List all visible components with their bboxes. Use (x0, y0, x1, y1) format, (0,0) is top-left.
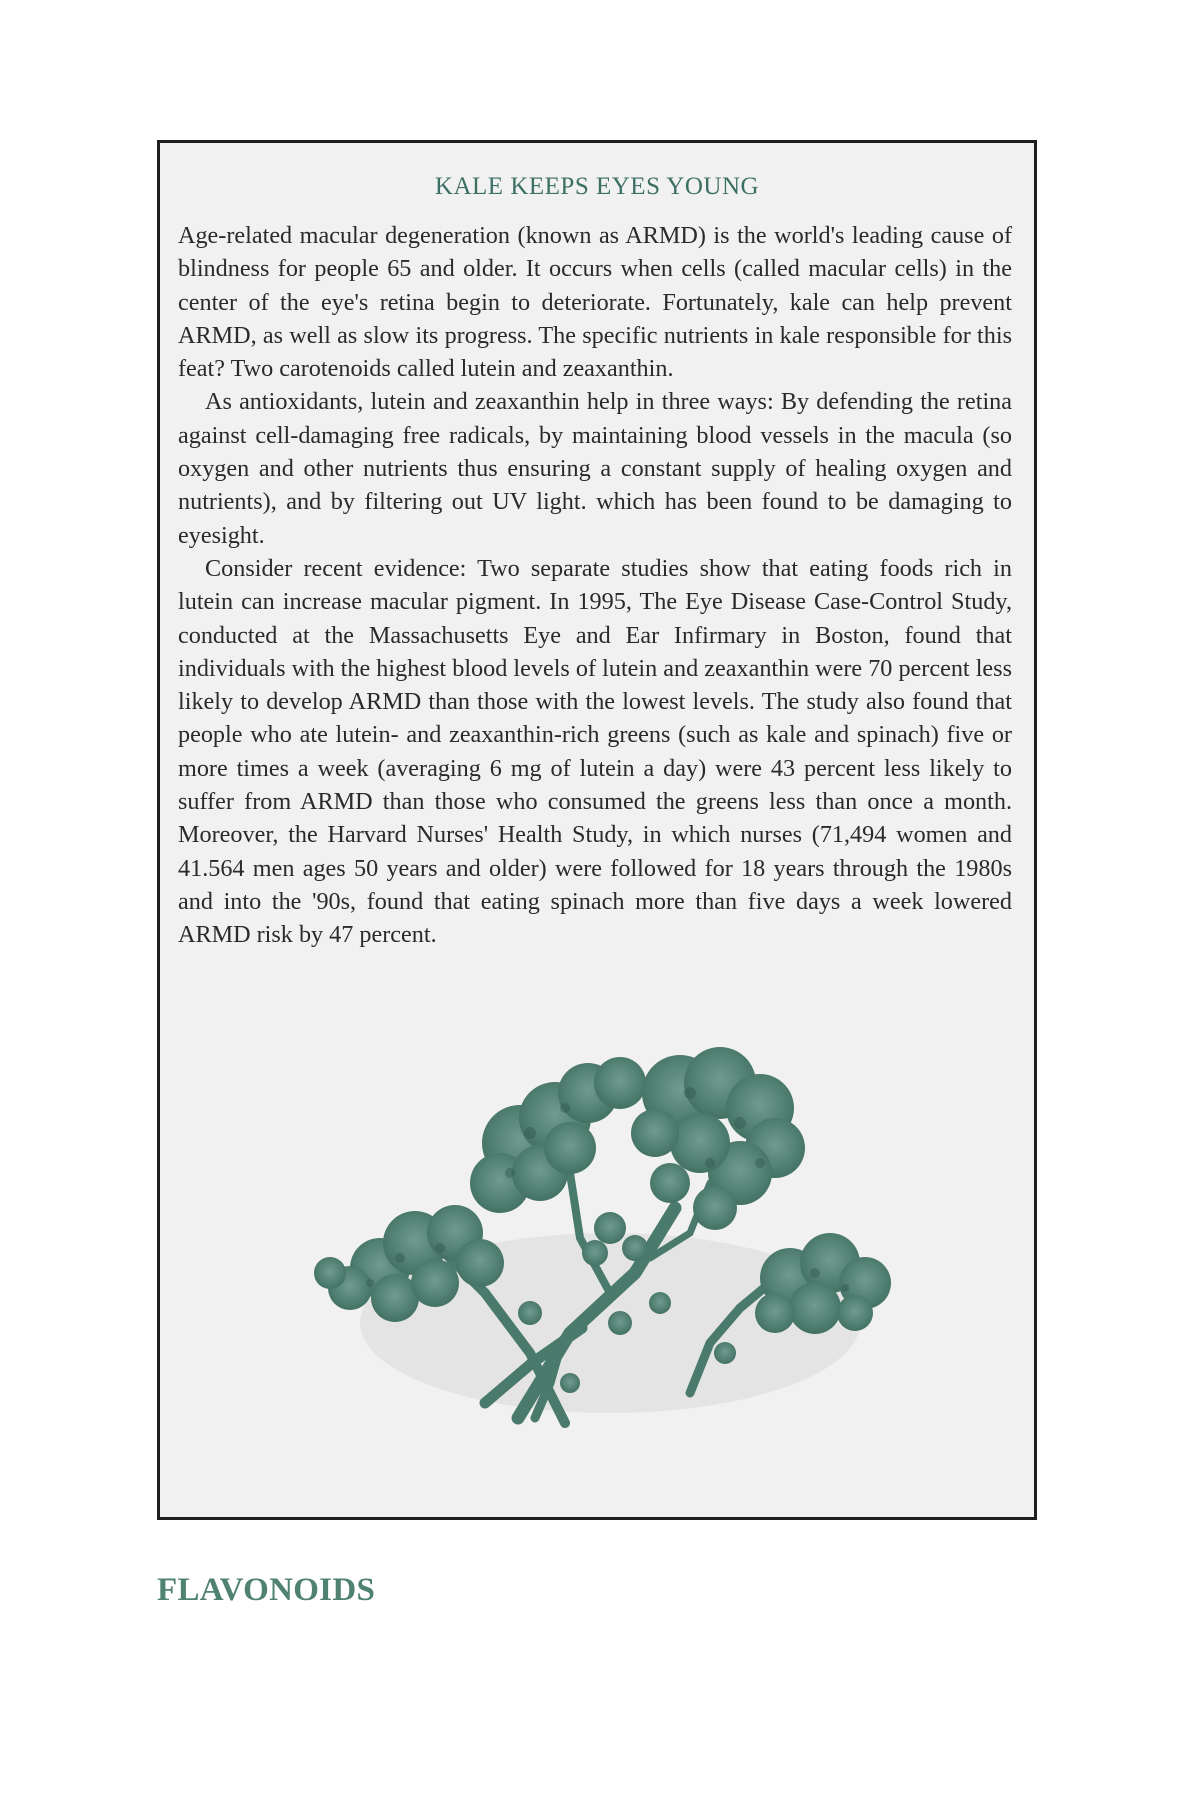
kale-leaves-icon (270, 1023, 910, 1463)
sidebar-title: KALE KEEPS EYES YOUNG (434, 173, 760, 200)
paragraph-2: As antioxidants, lutein and zeaxanthin help in three ways: By defending the retina against cell-damaging free radicals, by maintaining blood vessels in the macula (so oxygen and other nutrients thus ensuring a constant supply of healing oxygen and nutrients), and by filtering out UV light. which has been found to be damaging to eyesight. (178, 388, 1012, 549)
section-heading: FLAVONOIDS (157, 1572, 376, 1608)
paragraph-1: Age-related macular degeneration (known as ARMD) is the world's leading cause of blindness for people 65 and older. It occurs when cells (called macular cells) in the center of the eye's retina begin to deteriorate. Fortunately, kale can help prevent ARMD, as well as slow its progress. The specific nutrients in kale responsible for this feat? Two carotenoids called lutein and zeaxanthin. (178, 222, 1012, 383)
sidebar-box (157, 140, 1037, 1520)
paragraph-3: Consider recent evidence: Two separate studies show that eating foods rich in lutein can increase macular pigment. In 1995, The Eye Disease Case-Control Study, conducted at the Massachusetts Eye and Ear Infirmary in Boston, found that individuals with the highest blood levels of lutein and zeaxanthin were 70 percent less likely to develop ARMD than those with the lowest levels. The study also found that people who ate lutein- and zeaxanthin-rich greens (such as kale and spinach) five or more times a week (averaging 6 mg of lutein a day) were 43 percent less likely to suffer from ARMD than those who consumed the greens less than once a month. Moreover, the Harvard Nurses' Health Study, in which nurses (71,494 women and 41.564 men ages 50 years and older) were followed for 18 years through the 1980s and into the '90s, found that eating spinach more than five days a week lowered ARMD risk by 47 percent. (178, 554, 1012, 949)
sidebar-body (178, 219, 1012, 952)
